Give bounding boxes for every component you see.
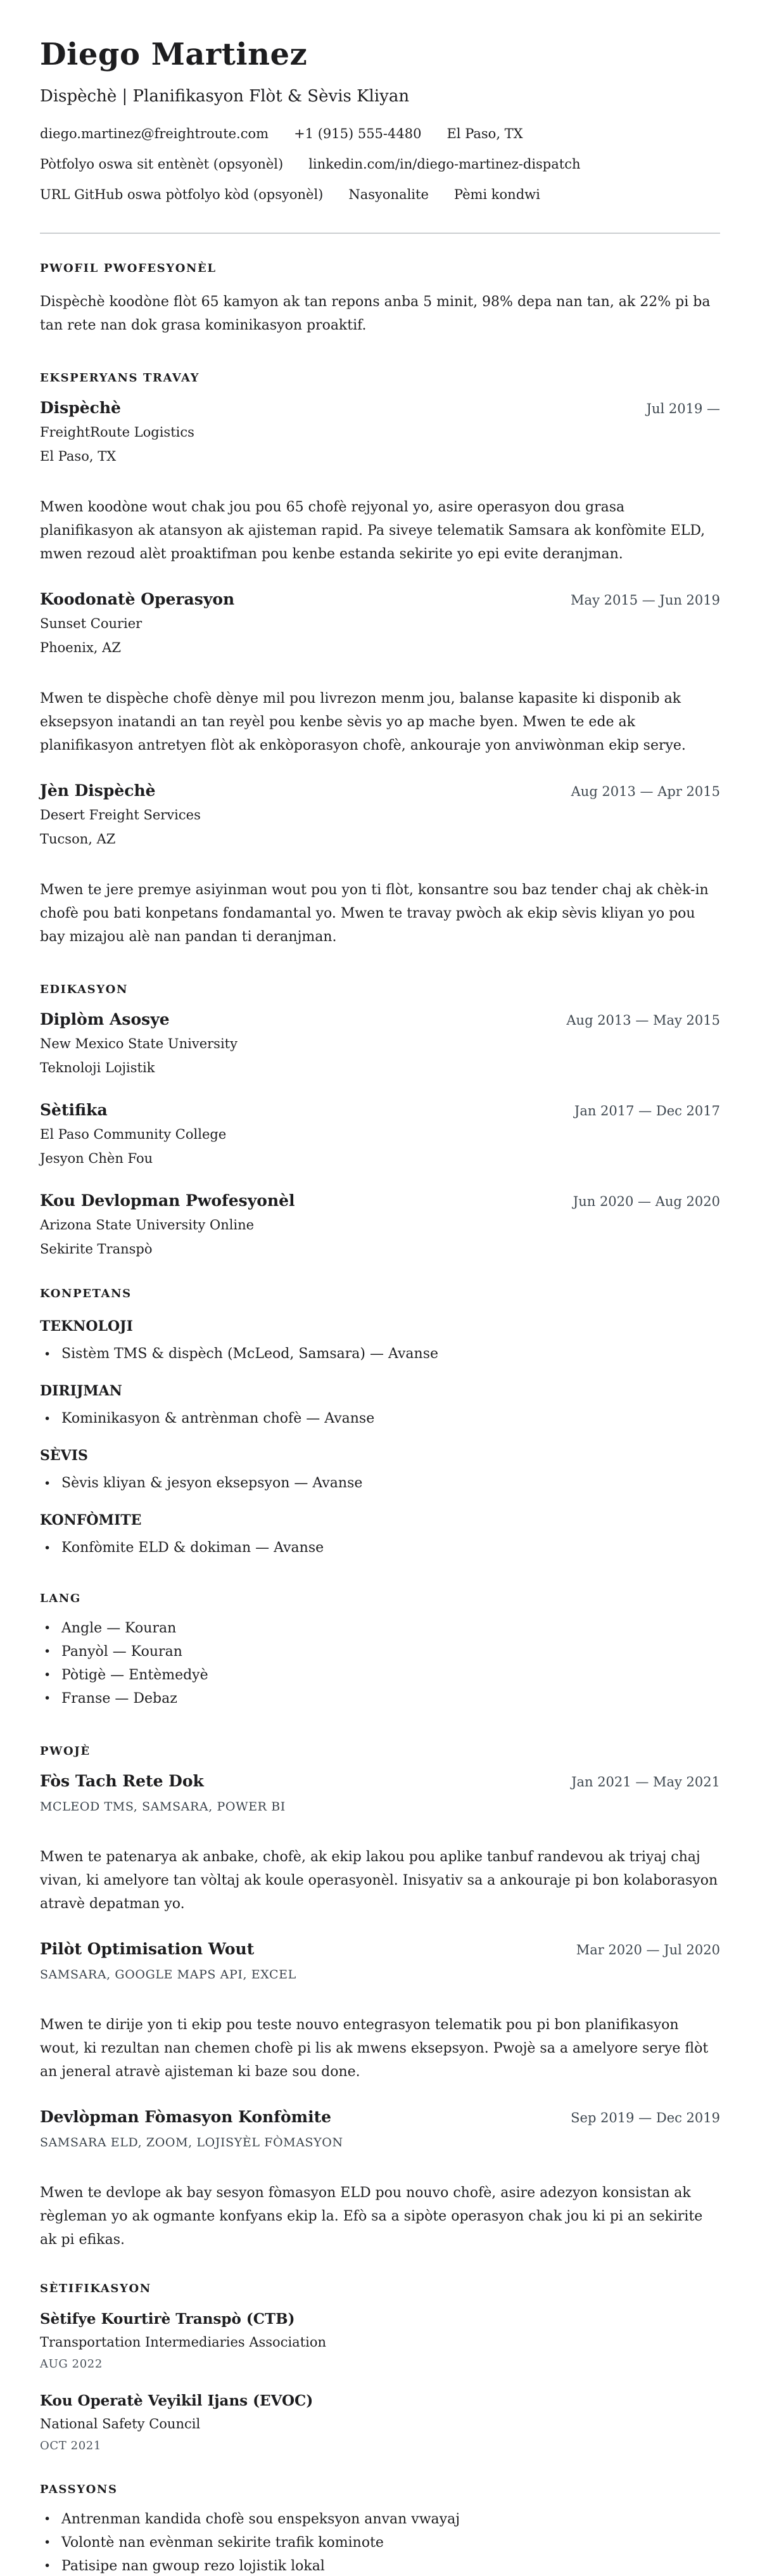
section-heading-profile: PWOFIL PWOFESYONÈL <box>40 262 217 275</box>
list-item: • Angle — Kouran <box>40 1617 720 1640</box>
job-company: FreightRoute Logistics <box>40 425 194 440</box>
education-entry-header <box>40 1009 720 1031</box>
skills-list <box>40 1345 720 1364</box>
project-description: Mwen te dirije yon ti ekip pou teste nouvo entegrasyon telematik pou pi bon planifikasyon wout, ki rezultan nan chemen chofè pi lis ak mwens eksepsyon. Pwojè sa a amelyore serye flòt an jeneral atravè ajisteman ki baze sou done. <box>40 2017 709 2080</box>
contact-phone: +1 (915) 555-4480 <box>294 126 422 141</box>
education-entry <box>40 1009 720 1077</box>
section-heading-projects: PWOJÈ <box>40 1745 91 1758</box>
project-date: Mar 2020 — Jul 2020 <box>576 1942 720 1958</box>
list-item: • Franse — Debaz <box>40 1687 720 1710</box>
list-item: • Panyòl — Kouran <box>40 1640 720 1663</box>
job-entry <box>40 589 720 757</box>
section-heading-education: EDIKASYON <box>40 983 129 996</box>
contact-row-1 <box>40 125 720 143</box>
contact-github-placeholder: URL GitHub oswa pòtfolyo kòd (opsyonèl) <box>40 187 324 202</box>
list-item: • Sistèm TMS & dispèch (McLeod, Samsara) — Avanse <box>40 1345 720 1364</box>
job-description: Mwen koodòne wout chak jou pou 65 chofè rejyonal yo, asire operasyon dou grasa planifikasyon ak atansyon ak ajisteman rapid. Pa siveye telematik Samsara ak konfòmite ELD, mwen rezoud alèt proaktifman pou kenbe estanda sekirite yo epi evite deranjman. <box>40 499 706 562</box>
skills-list <box>40 1409 720 1428</box>
education-date: Jun 2020 — Aug 2020 <box>573 1194 720 1209</box>
project-entry <box>40 1938 720 2084</box>
section-heading-languages: LANG <box>40 1592 81 1605</box>
education-date: Jan 2017 — Dec 2017 <box>574 1103 720 1118</box>
education-degree: Kou Devlopman Pwofesyonèl <box>40 1191 295 1210</box>
headline: Dispèchè | Planifikasyon Flòt & Sèvis Kliyan <box>40 87 410 106</box>
contact-driving-permit: Pèmi kondwi <box>453 187 540 202</box>
job-entry-header <box>40 780 720 802</box>
job-description: Mwen te jere premye asiyinman wout pou yon ti flòt, konsantre sou baz tender chaj ak chèk-in chofè pou bati konpetans fondamantal yo. Mwen te travay pwòch ak ekip sèvis kliyan yo pou bay mizajou alè nan pandan ti deranjman. <box>40 882 709 945</box>
education-field: Sekirite Transpò <box>40 1241 153 1257</box>
profile-summary: Dispèchè koodòne flòt 65 kamyon ak tan repons anba 5 minit, 98% depa nan tan, ak 22% pi ba tan rete nan dok grasa kominikasyon proaktif. <box>40 294 711 333</box>
education-date: Aug 2013 — May 2015 <box>566 1013 720 1028</box>
project-title: Fòs Tach Rete Dok <box>40 1772 204 1790</box>
contact-location: El Paso, TX <box>446 126 523 141</box>
certification-org: Transportation Intermediaries Association <box>40 2335 327 2350</box>
job-date: Aug 2013 — Apr 2015 <box>571 784 720 799</box>
job-title: Dispèchè <box>40 399 121 417</box>
job-description: Mwen te dispèche chofè dènye mil pou livrezon menm jou, balanse kapasite ki disponib ak eksepsyon inatandi an tan reyèl pou kenbe sèvis yo ap mache byen. Mwen te ede ak planifikasyon antretyen flòt ak enkòporasyon chofè, ankouraje yon anviwònman ekip serye. <box>40 691 686 753</box>
project-stack: MCLEOD TMS, SAMSARA, POWER BI <box>40 1800 286 1814</box>
education-field: Jesyon Chèn Fou <box>40 1151 153 1166</box>
certification-entry <box>40 2309 720 2372</box>
skill-group-name: KONFÒMITE <box>40 1512 142 1528</box>
education-field: Teknoloji Lojistik <box>40 1060 155 1075</box>
section-heading-passions: PASSYONS <box>40 2483 118 2496</box>
education-entry-header <box>40 1190 720 1212</box>
project-stack: SAMSARA ELD, ZOOM, LOJISYÈL FÒMASYON <box>40 2136 343 2150</box>
name-heading: Diego Martinez <box>40 37 308 72</box>
education-school: El Paso Community College <box>40 1127 227 1142</box>
project-entry-header <box>40 1771 720 1793</box>
certification-date: OCT 2021 <box>40 2439 101 2452</box>
list-item: • Patisipe nan gwoup rezo lojistik lokal <box>40 2554 720 2576</box>
skills-list <box>40 1474 720 1493</box>
education-entry-header <box>40 1099 720 1122</box>
project-description: Mwen te devlope ak bay sesyon fòmasyon ELD pou nouvo chofè, asire adezyon konsistan ak règleman yo ak ogmante konfyans ekip la. Efò sa a sipòte operasyon chak jou ki pi an sekirite ak pi efikas. <box>40 2185 703 2248</box>
project-description: Mwen te patenarya ak anbake, chofè, ak ekip lakou pou aplike tanbuf randevou ak triyaj chaj vivan, ki amelyore tan vòltaj ak koule operasyonèl. Inisyativ sa a ankouraje pi bon kolaborasyon atravè depatman yo. <box>40 1849 718 1912</box>
education-entry <box>40 1099 720 1167</box>
divider <box>40 233 720 234</box>
project-entry-header <box>40 1938 720 1961</box>
contact-linkedin: linkedin.com/in/diego-martinez-dispatch <box>308 157 581 172</box>
project-stack: SAMSARA, GOOGLE MAPS API, EXCEL <box>40 1968 296 1982</box>
passions-list <box>40 2508 720 2576</box>
job-entry <box>40 780 720 949</box>
languages-list <box>40 1617 720 1710</box>
job-entry-header <box>40 589 720 611</box>
certification-title: Sètifye Kourtirè Transpò (CTB) <box>40 2310 295 2328</box>
education-school: Arizona State University Online <box>40 1217 255 1233</box>
education-school: New Mexico State University <box>40 1036 238 1051</box>
list-item: • Sèvis kliyan & jesyon eksepsyon — Avanse <box>40 1474 720 1493</box>
job-title: Jèn Dispèchè <box>40 781 156 800</box>
project-entry-header <box>40 2106 720 2129</box>
skills-list <box>40 1539 720 1558</box>
contact-row-3 <box>40 186 720 203</box>
list-item: • Antrenman kandida chofè sou enspeksyon anvan vwayaj <box>40 2508 720 2531</box>
section-heading-skills: KONPETANS <box>40 1287 132 1300</box>
job-location: Phoenix, AZ <box>40 640 121 655</box>
job-company: Desert Freight Services <box>40 807 201 823</box>
project-title: Devlòpman Fòmasyon Konfòmite <box>40 2108 332 2126</box>
job-date: May 2015 — Jun 2019 <box>571 593 720 608</box>
certification-date: AUG 2022 <box>40 2357 103 2371</box>
section-heading-certifications: SÈTIFIKASYON <box>40 2282 151 2295</box>
project-title: Pilòt Optimisation Wout <box>40 1940 255 1958</box>
job-entry <box>40 397 720 566</box>
certification-title: Kou Operatè Veyikil Ijans (EVOC) <box>40 2392 314 2409</box>
certification-entry <box>40 2391 720 2454</box>
skill-group-name: TEKNOLOJI <box>40 1318 133 1335</box>
contact-website-placeholder: Pòtfolyo oswa sit entènèt (opsyonèl) <box>40 157 284 172</box>
education-degree: Sètifika <box>40 1101 108 1119</box>
skill-group-name: SÈVIS <box>40 1447 88 1464</box>
project-entry <box>40 2106 720 2252</box>
contact-nationality: Nasyonalite <box>348 187 429 202</box>
certification-org: National Safety Council <box>40 2416 201 2432</box>
project-entry <box>40 1771 720 1916</box>
section-heading-experience: EKSPERYANS TRAVAY <box>40 371 200 385</box>
list-item: • Pòtigè — Entèmedyè <box>40 1663 720 1687</box>
job-company: Sunset Courier <box>40 616 142 631</box>
job-date: Jul 2019 — <box>646 401 720 416</box>
education-entry <box>40 1190 720 1258</box>
list-item: • Kominikasyon & antrènman chofè — Avanse <box>40 1409 720 1428</box>
contact-row-2 <box>40 156 720 173</box>
project-date: Sep 2019 — Dec 2019 <box>571 2110 720 2125</box>
job-entry-header <box>40 397 720 420</box>
job-location: El Paso, TX <box>40 449 117 464</box>
list-item: • Volontè nan evènman sekirite trafik kominote <box>40 2531 720 2554</box>
list-item: • Konfòmite ELD & dokiman — Avanse <box>40 1539 720 1558</box>
contact-email: diego.martinez@freightroute.com <box>40 126 269 141</box>
project-date: Jan 2021 — May 2021 <box>571 1774 720 1790</box>
job-title: Koodonatè Operasyon <box>40 590 235 608</box>
job-location: Tucson, AZ <box>40 831 116 847</box>
education-degree: Diplòm Asosye <box>40 1010 170 1028</box>
skill-group-name: DIRIJMAN <box>40 1383 122 1399</box>
